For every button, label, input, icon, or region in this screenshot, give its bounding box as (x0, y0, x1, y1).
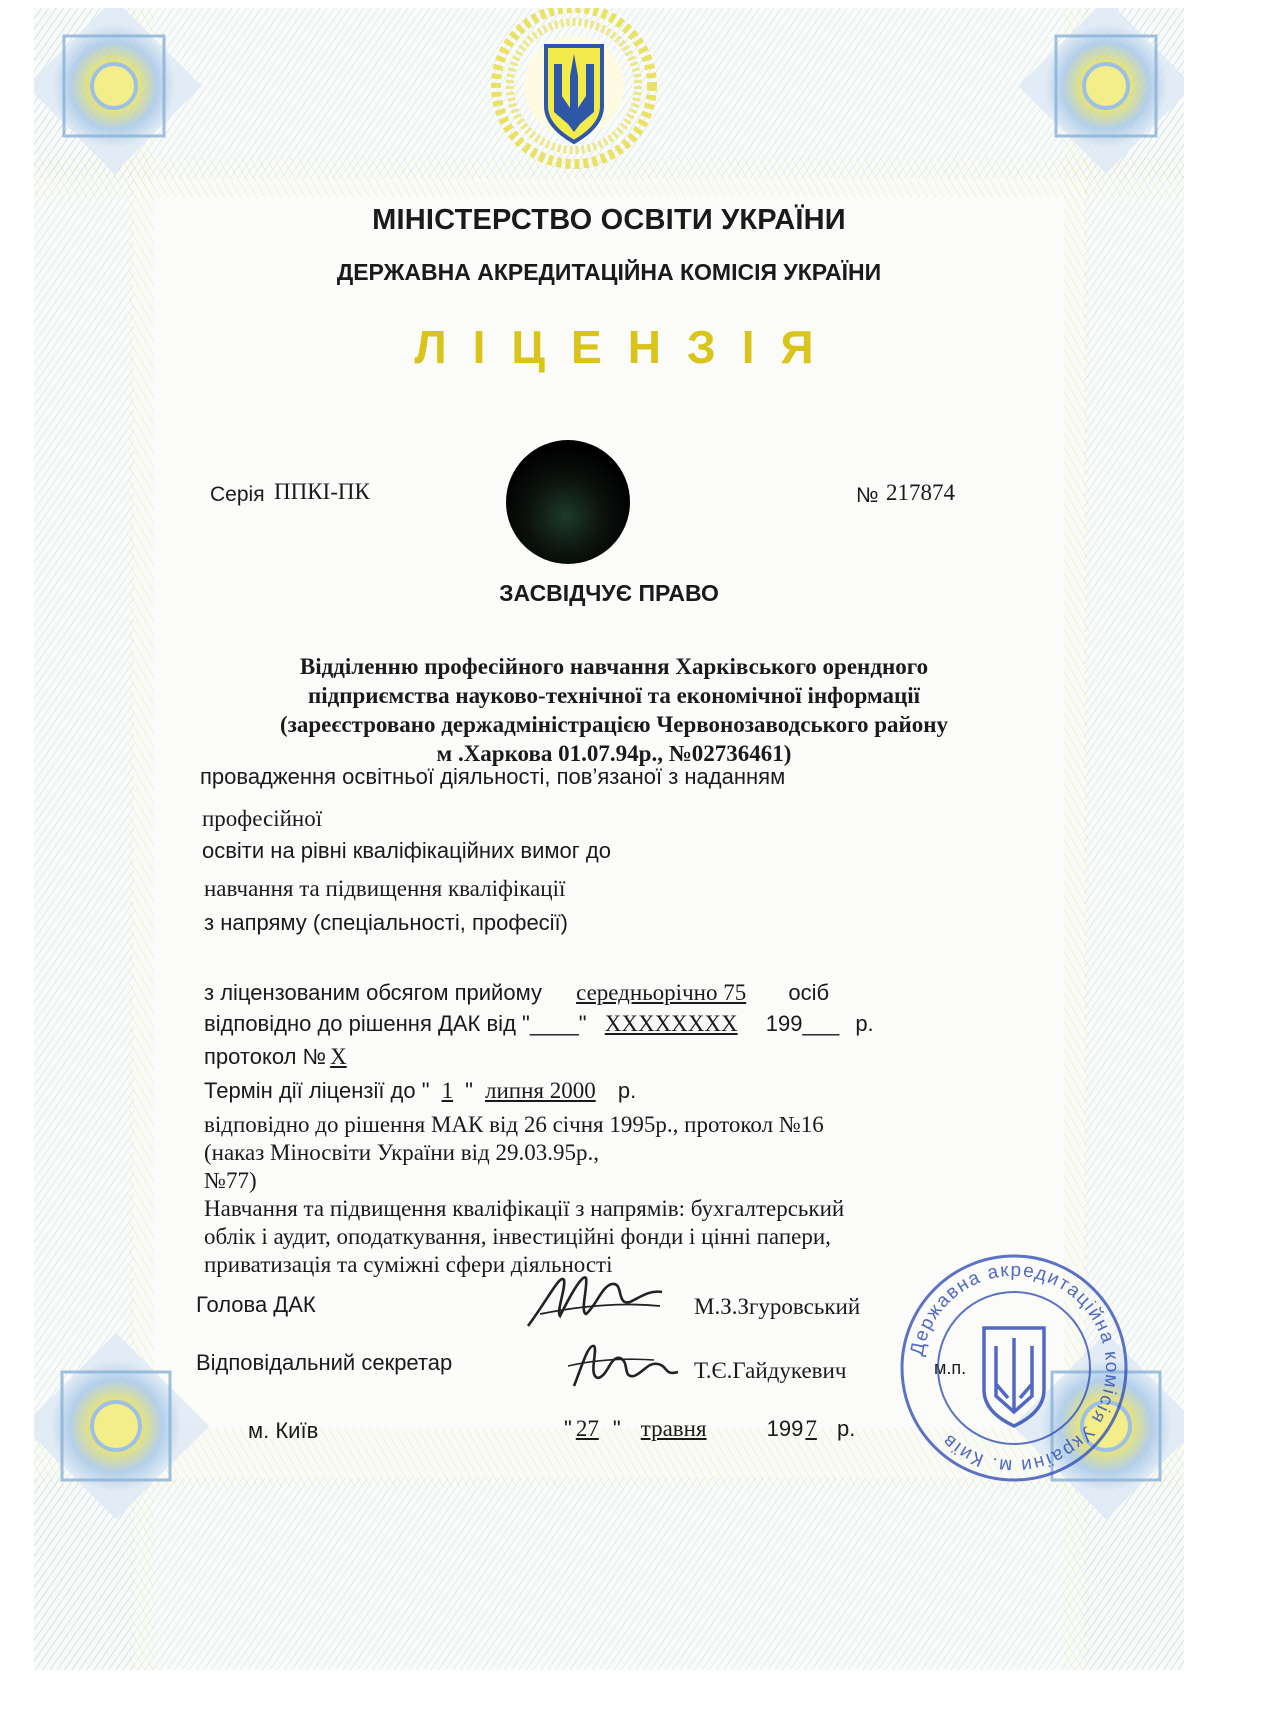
holder-line: м .Харкова 01.07.94р., №02736461) (436, 741, 792, 766)
holder-line: підприємства науково-технічної та економічної інформації (307, 683, 921, 708)
decision-line (204, 1011, 874, 1037)
validity-suffix: р. (617, 1078, 637, 1103)
decision-day-blank: ____ (529, 1011, 579, 1036)
decision-quote: " (578, 1011, 587, 1036)
holder-line: (зареєстровано держадміністрацією Червонозаводського району (279, 712, 948, 737)
validity-prefix: Термін дії ліцензії до (204, 1078, 416, 1103)
issue-year-digit: 7 (805, 1416, 817, 1441)
issue-city: м. Київ (248, 1418, 319, 1443)
license-sheet (34, 8, 1184, 1670)
decision-year-suffix: р. (855, 1011, 874, 1036)
directions-line: Навчання та підвищення кваліфікації з напрямів: бухгалтерський (204, 1196, 845, 1221)
directions-line: облік і аудит, оподаткування, інвестиційні фонди і цінні папери, (204, 1224, 831, 1249)
directions-line: приватизація та суміжні сфери діяльності (204, 1252, 613, 1277)
secretary-name: Т.Є.Гайдукевич (694, 1358, 847, 1383)
hologram-seal (506, 440, 630, 564)
holder-line: Відділенню професійного навчання Харківського орендного (299, 654, 929, 679)
chair-name: М.З.Згуровський (694, 1294, 861, 1319)
secretary-label: Відповідальний секретар (196, 1350, 453, 1375)
issue-year-prefix: 199 (766, 1416, 804, 1441)
protocol-value: Х (330, 1044, 347, 1069)
activity-line: провадження освітньої діяльності, пов’язаної з наданням (200, 764, 786, 789)
issue-month: травня (640, 1416, 707, 1441)
license-holder (34, 652, 1184, 768)
decision-year-blank: ___ (802, 1011, 840, 1036)
certifies-heading: ЗАСВІДЧУЄ ПРАВО (499, 580, 719, 606)
official-stamp (894, 1248, 1134, 1488)
mak-line: №77) (204, 1168, 257, 1193)
commission-heading: ДЕРЖАВНА АКРЕДИТАЦІЙНА КОМІСІЯ УКРАЇНИ (336, 259, 882, 285)
activity-line: з напряму (спеціальності, професії) (204, 910, 568, 935)
admission-line (204, 980, 829, 1006)
mak-line: (наказ Міносвіти України від 29.03.95р., (204, 1140, 599, 1165)
decision-quote: " (522, 1011, 530, 1036)
admission-prefix: з ліцензованим обсягом прийому (204, 980, 542, 1005)
validity-month: липня 2000 (485, 1078, 596, 1103)
number-value: 217874 (886, 480, 955, 505)
series-label: Серія (210, 483, 265, 506)
stamp-ring-text: Державна акредитаційна комісія України м. Київ (906, 1259, 1123, 1477)
protocol-prefix: протокол № (204, 1044, 327, 1069)
decision-year-prefix: 199 (765, 1011, 803, 1036)
series-value: ППКІ-ПК (274, 479, 370, 504)
decision-month: XXXXXXXX (604, 1011, 738, 1036)
decision-prefix: відповідно до рішення ДАК від (204, 1011, 516, 1036)
chair-label: Голова ДАК (196, 1292, 316, 1317)
activity-line: навчання та підвищення кваліфікації (204, 876, 566, 901)
secretary-signature (564, 1336, 684, 1396)
number-label: № (856, 484, 879, 507)
seal-place-label: м.п. (934, 1358, 967, 1378)
activity-line: професійної (202, 806, 323, 831)
admission-value: середньорічно 75 (576, 980, 747, 1005)
issue-date: " 27 " травня 1997 р. (564, 1416, 856, 1441)
issue-day: 27 (575, 1416, 599, 1441)
protocol-line (204, 1044, 361, 1070)
mak-line: відповідно до рішення МАК від 26 січня 1995р., протокол №16 (204, 1112, 824, 1137)
validity-day: 1 (441, 1078, 454, 1103)
activity-line: освіти на рівні кваліфікаційних вимог до (202, 838, 611, 863)
validity-line: Термін дії ліцензії до " 1 " липня 2000 р. (204, 1078, 637, 1103)
stamp-trident-icon (984, 1328, 1044, 1426)
admission-suffix: осіб (788, 980, 830, 1005)
license-title: ЛІЦЕНЗІЯ (414, 321, 840, 373)
chair-signature (520, 1266, 670, 1336)
ministry-heading: МІНІСТЕРСТВО ОСВІТИ УКРАЇНИ (372, 204, 846, 236)
issue-year-suffix: р. (837, 1416, 856, 1441)
